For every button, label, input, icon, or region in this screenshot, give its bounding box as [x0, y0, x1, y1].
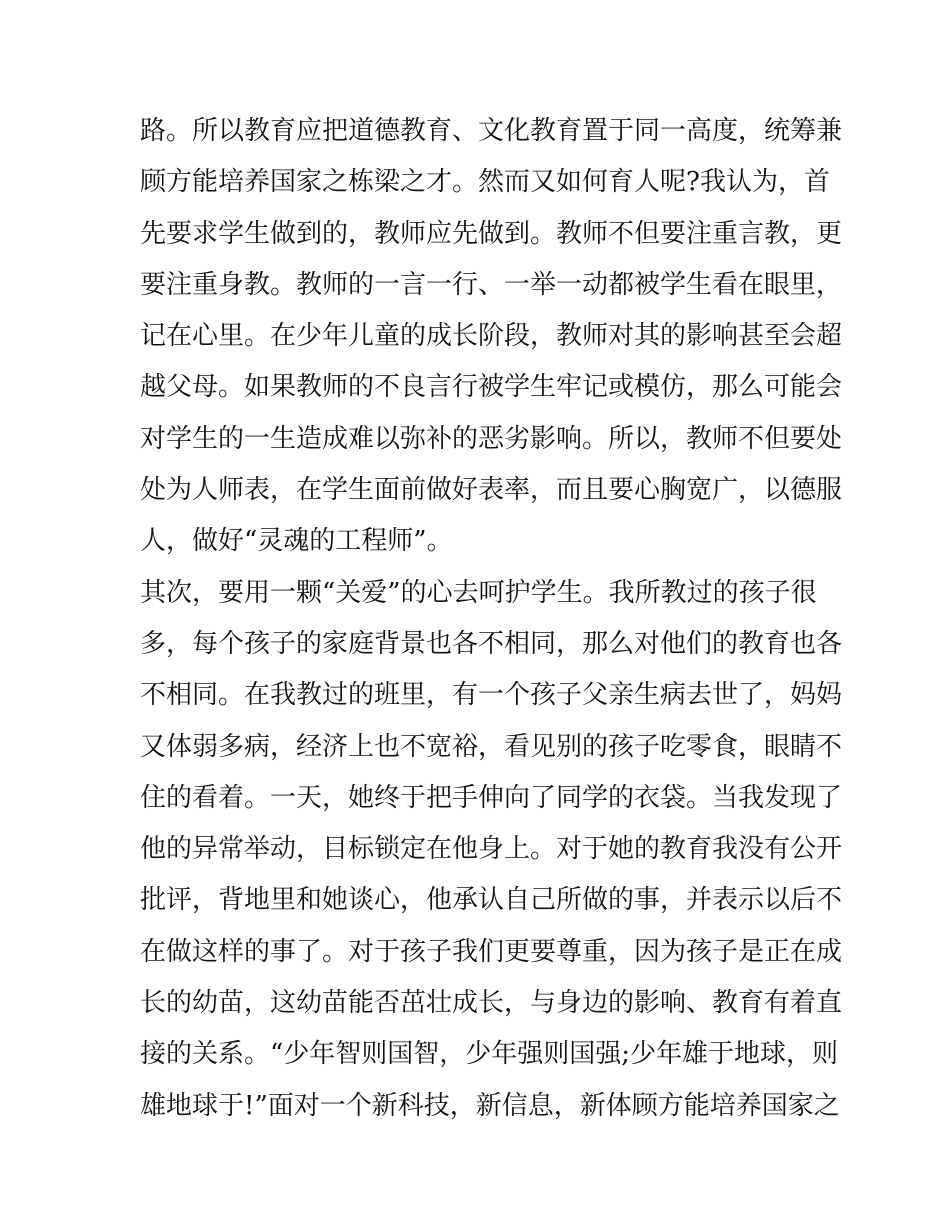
text-line: 批评，背地里和她谈心，他承认自己所做的事，并表示以后不	[140, 885, 843, 916]
text-line: 在做这样的事了。对于孩子我们更要尊重，因为孩子是正在成	[140, 936, 843, 967]
text-line: 不相同。在我教过的班里，有一个孩子父亲生病去世了，妈妈	[140, 680, 843, 711]
text-line: 要注重身教。教师的一言一行、一举一动都被学生看在眼里，	[140, 269, 843, 300]
text-line: 多，每个孩子的家庭背景也各不相同，那么对他们的教育也各	[140, 628, 843, 659]
text-line: 路。所以教育应把道德教育、文化教育置于同一高度，统筹兼	[140, 116, 843, 146]
body-text	[140, 106, 843, 1132]
text-line: 人，做好“灵魂的工程师”。	[140, 526, 453, 557]
text-line: 住的看着。一天，她终于把手伸向了同学的衣袋。当我发现了	[140, 782, 843, 813]
text-line: 其次，要用一颗“关爱”的心去呵护学生。我所教过的孩子很	[140, 577, 817, 608]
text-line: 对学生的一生造成难以弥补的恶劣影响。所以，教师不但要处	[140, 423, 843, 454]
text-line: 接的关系。“少年智则国智，少年强则国强;少年雄于地球，则	[140, 1039, 839, 1070]
text-line: 长的幼苗，这幼苗能否茁壮成长，与身边的影响、教育有着直	[140, 988, 843, 1019]
text-line: 记在心里。在少年儿童的成长阶段，教师对其的影响甚至会超	[140, 321, 843, 352]
text-line: 顾方能培养国家之栋梁之才。然而又如何育人呢?我认为，首	[140, 167, 830, 198]
text-line: 处为人师表，在学生面前做好表率，而且要心胸宽广，以德服	[140, 475, 843, 506]
text-line: 越父母。如果教师的不良言行被学生牢记或模仿，那么可能会	[140, 372, 843, 403]
text-line: 又体弱多病，经济上也不宽裕，看见别的孩子吃零食，眼睛不	[140, 731, 843, 762]
text-line: 先要求学生做到的，教师应先做到。教师不但要注重言教，更	[140, 218, 843, 249]
text-line: 他的异常举动，目标锁定在他身上。对于她的教育我没有公开	[140, 834, 843, 865]
text-line: 雄地球于!”面对一个新科技，新信息，新体顾方能培养国家之	[140, 1090, 840, 1121]
